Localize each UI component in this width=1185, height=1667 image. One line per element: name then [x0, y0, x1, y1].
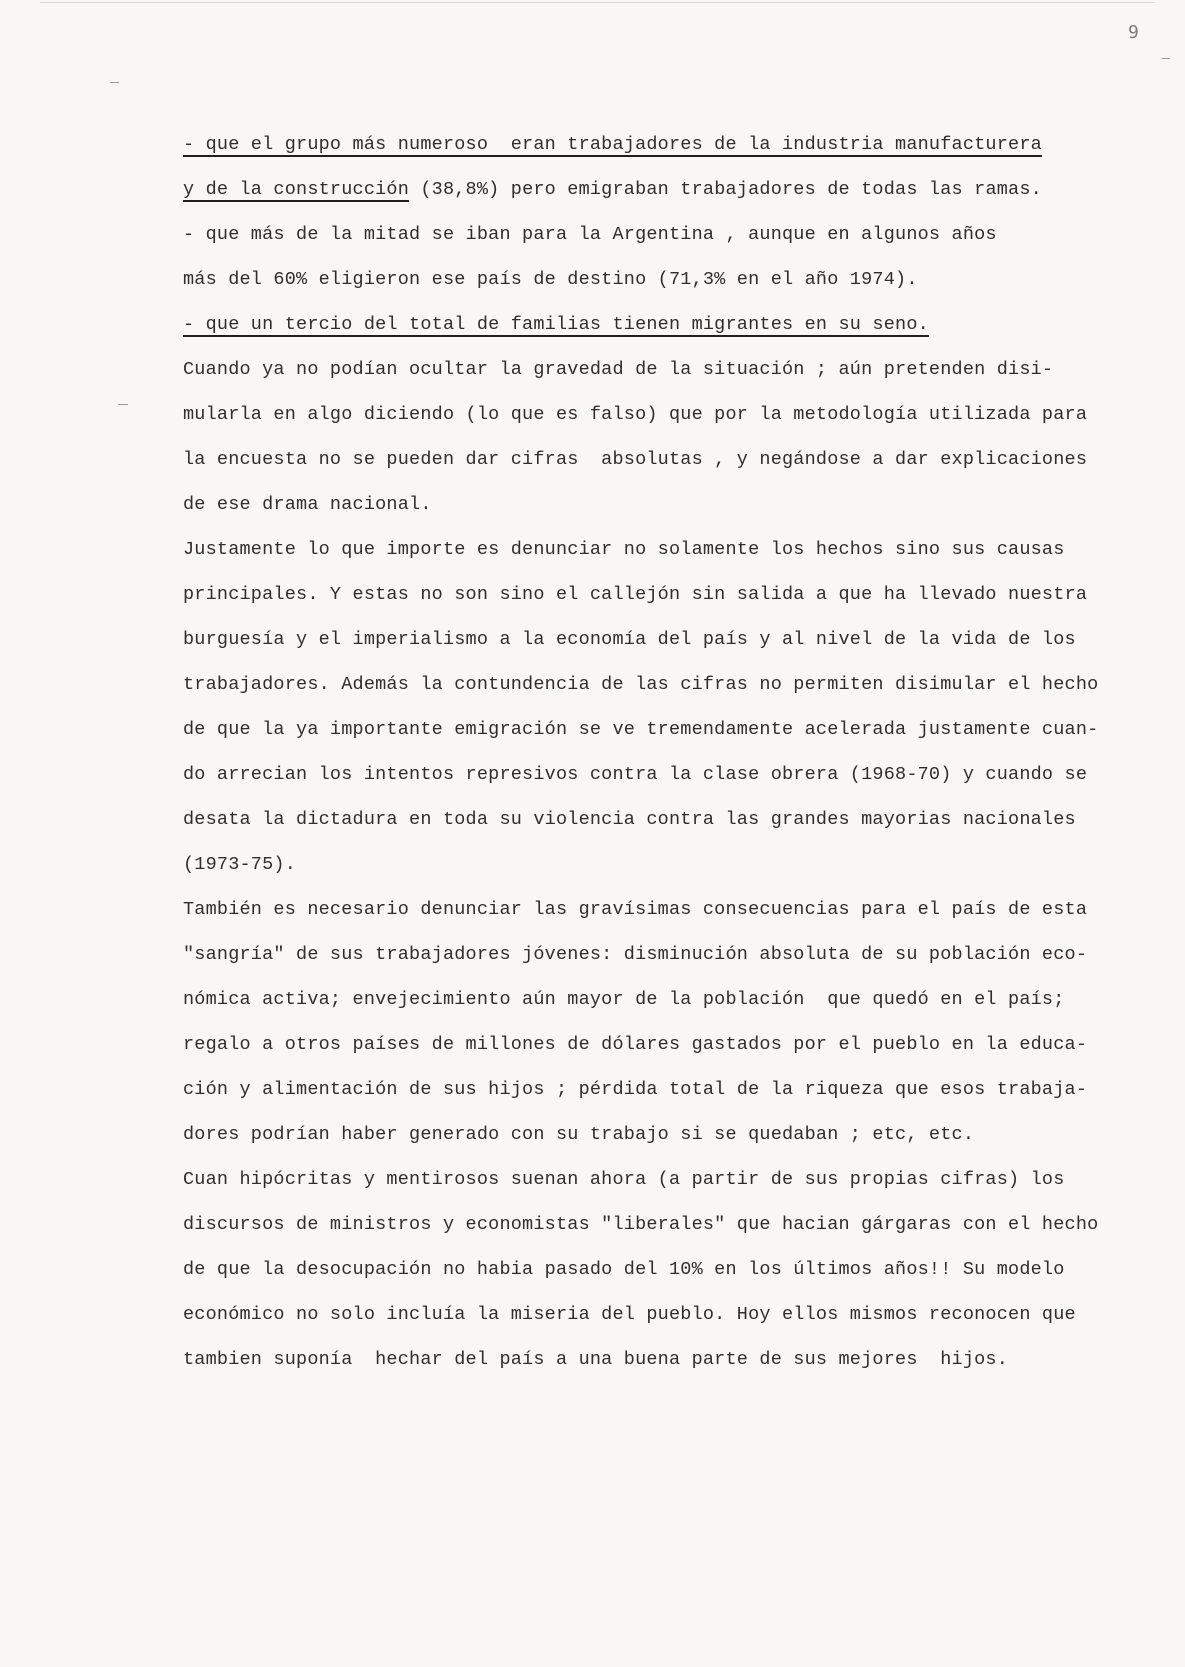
margin-mark — [1162, 58, 1170, 59]
text-line-22: ción y alimentación de sus hijos ; pérdida total de la riqueza que esos trabaja- — [183, 1079, 1088, 1100]
text-line-13: trabajadores. Además la contundencia de las cifras no permiten disimular el hecho — [183, 674, 1099, 695]
text-line-27: económico no solo incluía la miseria del pueblo. Hoy ellos mismos reconocen que — [183, 1304, 1076, 1325]
margin-mark — [110, 82, 119, 83]
text-line-23: dores podrían haber generado con su trabajo si se quedaban ; etc, etc. — [183, 1124, 975, 1145]
underlined-fragment: y de la construcción — [183, 179, 410, 200]
text-line-19: "sangría" de sus trabajadores jóvenes: disminución absoluta de su población eco- — [183, 944, 1088, 965]
margin-mark — [118, 404, 128, 405]
text-line-4: más del 60% eligieron ese país de destino (71,3% en el año 1974). — [183, 269, 918, 290]
text-line-24: Cuan hipócritas y mentirosos suenan ahora (a partir de sus propias cifras) los — [183, 1169, 1065, 1190]
text-line-5: - que un tercio del total de familias tienen migrantes en su seno. — [183, 314, 929, 335]
typed-body-text — [183, 122, 1133, 1382]
text-line-16: desata la dictadura en toda su violencia contra las grandes mayorias nacionales — [183, 809, 1076, 830]
text-line-12: burguesía y el imperialismo a la economía del país y al nivel de la vida de los — [183, 629, 1076, 650]
text-line-8: la encuesta no se pueden dar cifras absolutas , y negándose a dar explicaciones — [183, 449, 1088, 470]
text-line-14: de que la ya importante emigración se ve tremendamente acelerada justamente cuan- — [183, 719, 1099, 740]
page-number: 9 — [1128, 22, 1139, 43]
text-line-1: - que el grupo más numeroso eran trabajadores de la industria manufacturera — [183, 134, 1042, 155]
line-remainder: (38,8%) pero emigraban trabajadores de todas las ramas. — [409, 179, 1042, 200]
text-line-11: principales. Y estas no son sino el callejón sin salida a que ha llevado nuestra — [183, 584, 1088, 605]
text-line-18: También es necesario denunciar las gravísimas consecuencias para el país de esta — [183, 899, 1088, 920]
text-line-10: Justamente lo que importe es denunciar no solamente los hechos sino sus causas — [183, 539, 1065, 560]
text-line-6: Cuando ya no podían ocultar la gravedad de la situación ; aún pretenden disi- — [183, 359, 1054, 380]
text-line-15: do arrecian los intentos represivos contra la clase obrera (1968-70) y cuando se — [183, 764, 1088, 785]
text-line-28: tambien suponía hechar del país a una buena parte de sus mejores hijos. — [183, 1349, 1009, 1370]
text-line-17: (1973-75). — [183, 854, 297, 875]
page-top-edge — [40, 2, 1155, 3]
text-line-9: de ese drama nacional. — [183, 494, 432, 515]
text-line-7: mularla en algo diciendo (lo que es falso) que por la metodología utilizada para — [183, 404, 1088, 425]
text-line-21: regalo a otros países de millones de dólares gastados por el pueblo en la educa- — [183, 1034, 1088, 1055]
text-line-3: - que más de la mitad se iban para la Argentina , aunque en algunos años — [183, 224, 997, 245]
text-line-25: discursos de ministros y economistas "liberales" que hacian gárgaras con el hecho — [183, 1214, 1099, 1235]
text-line-2 — [183, 167, 1133, 212]
text-line-20: nómica activa; envejecimiento aún mayor de la población que quedó en el país; — [183, 989, 1065, 1010]
text-line-26: de que la desocupación no habia pasado del 10% en los últimos años!! Su modelo — [183, 1259, 1065, 1280]
